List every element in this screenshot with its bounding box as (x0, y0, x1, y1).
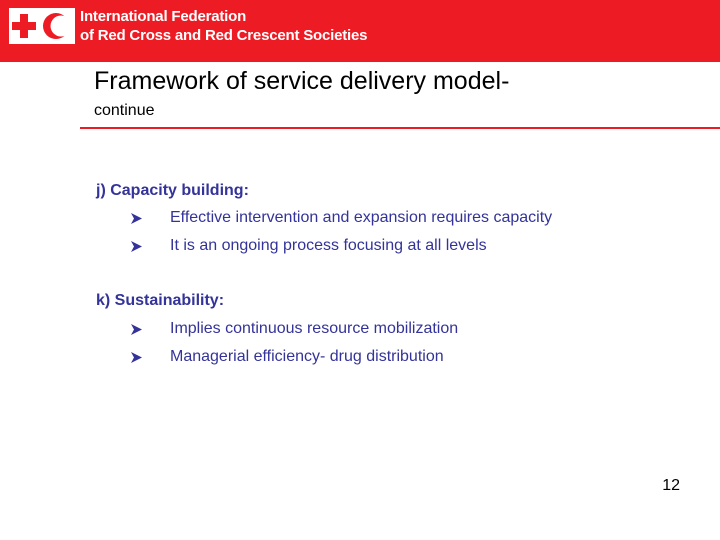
arrow-bullet-icon (130, 212, 143, 225)
bullet-text: Managerial efficiency- drug distribution (170, 348, 444, 365)
slide-title: Framework of service delivery model- (94, 67, 510, 95)
header-bar (0, 0, 720, 62)
section-heading-sustainability: k) Sustainability: (96, 292, 225, 309)
organization-name-line2: of Red Cross and Red Crescent Societies (80, 27, 368, 44)
bullet-text: Implies continuous resource mobilization (170, 320, 459, 337)
section-heading-capacity-building: j) Capacity building: (96, 182, 249, 199)
red-cross-red-crescent-icon (10, 9, 74, 43)
bullet-text: It is an ongoing process focusing at all levels (170, 237, 487, 254)
slide-subtitle: continue (94, 102, 155, 119)
bullet-text: Effective intervention and expansion requires capacity (170, 209, 553, 226)
organization-name-line1: International Federation (80, 8, 247, 25)
page-number: 12 (662, 477, 680, 494)
ifrc-logo (9, 8, 75, 44)
arrow-bullet-icon (130, 351, 143, 364)
arrow-bullet-icon (130, 323, 143, 336)
arrow-bullet-icon (130, 240, 143, 253)
title-divider (80, 127, 720, 129)
organization-name (80, 7, 367, 45)
